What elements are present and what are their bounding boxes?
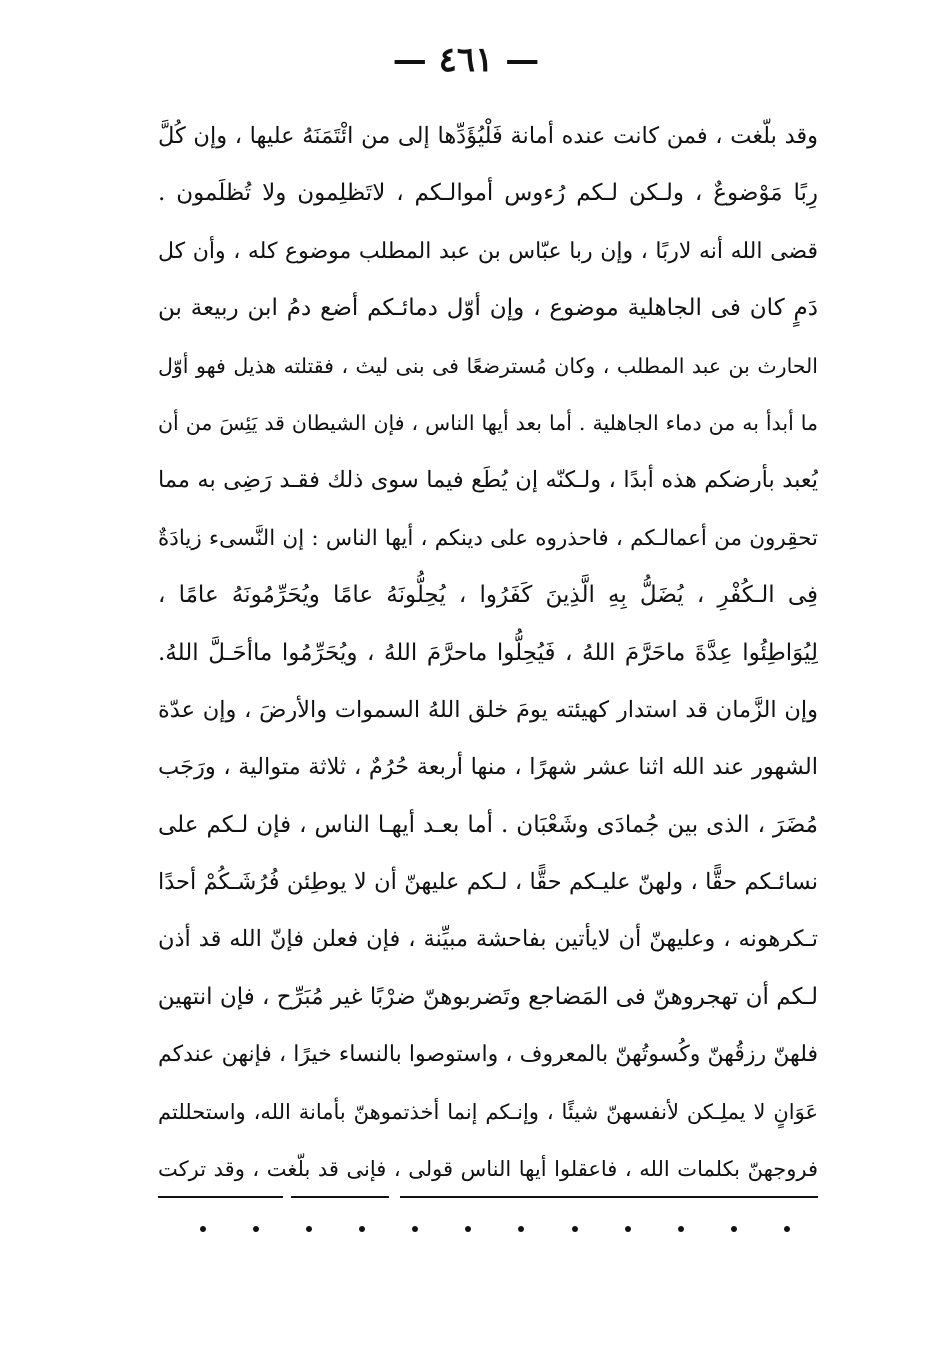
text-line: فِى الـكُفْرِ ، يُضَلُّ بِهِ الَّذِينَ كَفَرُوا ، يُحِلُّونَهُ عامًا ويُحَرِّمُونَهُ عامًا ، bbox=[158, 582, 818, 609]
dot-ornament bbox=[200, 1226, 206, 1232]
footer-rule-segment bbox=[400, 1196, 818, 1198]
text-line: تحقِرون من أعمالـكم ، فاحذروه على دينكم ، أيها الناس : إن النَّسىء زيادَةٌ bbox=[158, 525, 818, 551]
footer-rule-segment bbox=[291, 1196, 389, 1198]
dot-ornament bbox=[253, 1226, 259, 1232]
text-line: نسائـكم حقًّا ، ولهنّ عليـكم حقًّا ، لـكم عليهنّ أن لا يوطِئن فُرُشَـكُمْ أحدًا bbox=[158, 869, 818, 896]
text-line: يُعبد بأرضكم هذه أبدًا ، ولـكنّه إن يُطَع فيما سوى ذلك فقـد رَضِى به مما bbox=[158, 467, 818, 494]
text-line: دَمٍ كان فى الجاهلية موضوع ، وإن أوّل دمائـكم أضع دمُ ابن ربيعة بن bbox=[158, 295, 818, 322]
dot-ornament bbox=[412, 1226, 418, 1232]
text-line: الشهور عند الله اثنا عشر شهرًا ، منها أربعة حُرُمٌ ، ثلاثة متوالية ، ورَجَب bbox=[158, 754, 818, 781]
text-line: ما أبدأ به من دماء الجاهلية . أما بعد أيها الناس ، فإن الشيطان قد يَئِسَ من أن bbox=[158, 410, 818, 435]
dot-ornament bbox=[359, 1226, 365, 1232]
text-line: رِبًا مَوْضوعٌ ، ولـكن لـكم رُءوس أموالـكم ، لاتَظلِمون ولا تُظلَمون . bbox=[158, 180, 818, 207]
page-number: — ٤٦١ — bbox=[392, 40, 540, 80]
dot-ornament bbox=[731, 1226, 737, 1232]
text-line: فروجهنّ بكلمات الله ، فاعقلوا أيها الناس قولى ، فإنى قد بلّغت ، وقد تركت bbox=[158, 1157, 818, 1182]
text-line: قضى الله أنه لاربًا ، وإن ربا عبّاس بن عبد المطلب موضوع كله ، وأن كل bbox=[158, 238, 818, 264]
dot-ornament bbox=[678, 1226, 684, 1232]
text-line: الحارث بن عبد المطلب ، وكان مُسترضعًا فى بنى ليث ، فقتلته هذيل فهو أوّل bbox=[158, 353, 818, 378]
body-text bbox=[158, 108, 818, 1198]
dot-ornament bbox=[465, 1226, 471, 1232]
dot-ornament bbox=[518, 1226, 524, 1232]
text-line: لِيُوَاطِئُوا عِدَّةَ ماحَرَّمَ اللهُ ، فَيُحِلُّوا ماحرَّمَ اللهُ ، ويُحَرِّمُوا ماأحَـلَّ اللهُ. bbox=[158, 639, 818, 666]
text-line: لـكم أن تهجروهنّ فى المَضاجع وتَضربوهنّ ضرْبًا غير مُبَرِّح ، فإن انتهين bbox=[158, 983, 818, 1010]
text-line: وإن الزَّمان قد استدار كهيئته يومَ خلق اللهُ السموات والأرضَ ، وإن عدّة bbox=[158, 696, 818, 723]
text-line: مُضَرَ ، الذى بين جُمادَى وشَعْبَان . أما بعـد أيهـا الناس ، فإن لـكم على bbox=[158, 811, 818, 838]
text-line: وقد بلّغت ، فمن كانت عنده أمانة فَلْيُؤَدِّها إلى من ائْتَمَنَهُ عليها ، وإن كُلَّ bbox=[158, 123, 818, 149]
footer-rule bbox=[158, 1196, 818, 1200]
dot-ornament bbox=[572, 1226, 578, 1232]
text-line: عَوَانٍ لا يملِـكن لأنفسهنّ شيئًا ، وإنـكم إنما أخذتموهنّ بأمانة الله، واستحللتم bbox=[158, 1099, 818, 1124]
text-line: تـكرهونه ، وعليهنّ أن لايأتين بفاحشة مبيِّنة ، فإن فعلن فإنّ الله قد أذن bbox=[158, 926, 818, 953]
dot-ornament-row bbox=[200, 1226, 790, 1238]
dot-ornament bbox=[784, 1226, 790, 1232]
dot-ornament bbox=[306, 1226, 312, 1232]
dot-ornament bbox=[625, 1226, 631, 1232]
footer-rule-segment bbox=[158, 1196, 283, 1198]
text-line: فلهنّ رزقُهنّ وكُسوتُهنّ بالمعروف ، واستوصوا بالنساء خيرًا ، فإنهن عندكم bbox=[158, 1042, 818, 1068]
